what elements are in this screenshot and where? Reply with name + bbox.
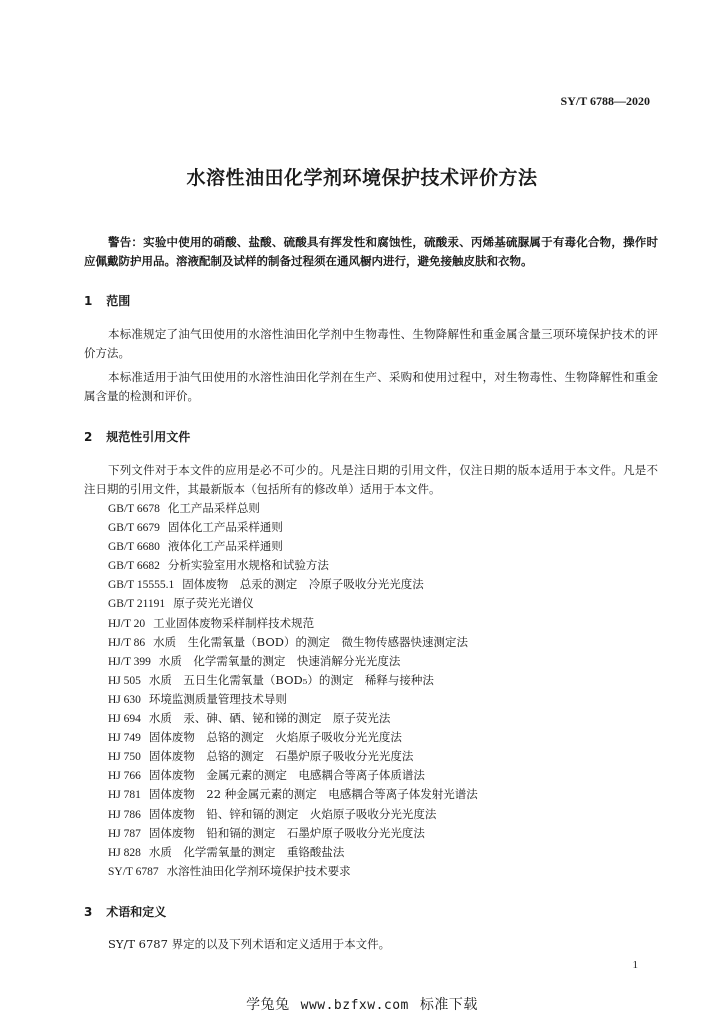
reference-title: 固体废物 铅和镉的测定 石墨炉原子吸收分光光度法 [148, 825, 425, 840]
reference-item [108, 709, 478, 728]
reference-item [108, 785, 478, 804]
footer-slogan: 标准下载 [419, 997, 478, 1013]
reference-code: HJ 766 [108, 770, 141, 783]
section-title: 术语和定义 [106, 905, 167, 919]
reference-code: GB/T 21191 [108, 598, 166, 611]
reference-title: 环境监测质量管理技术导则 [148, 691, 287, 706]
reference-list [108, 499, 478, 881]
reference-title: 工业固体废物采样制样技术规范 [153, 615, 315, 630]
reference-code: HJ 630 [108, 693, 141, 706]
reference-item [108, 747, 478, 766]
reference-item [108, 518, 478, 537]
reference-code: GB/T 6678 [108, 503, 160, 515]
reference-code: HJ 828 [108, 846, 141, 859]
reference-title: 水溶性油田化学剂环境保护技术要求 [166, 863, 351, 878]
reference-code: HJ 781 [108, 789, 141, 802]
footer-url-link[interactable]: www.bzfxw.com [300, 998, 409, 1013]
reference-title: 固体化工产品采样通则 [167, 520, 283, 535]
reference-item [108, 805, 478, 824]
reference-item [108, 614, 478, 633]
scope-paragraph-2: 本标准适用于油气田使用的水溶性油田化学剂在生产、采购和使用过程中，对生物毒性、生物降解性和重金属含量的检测和评价。 [84, 370, 658, 403]
reference-item [108, 766, 478, 785]
reference-code: HJ/T 20 [108, 617, 146, 630]
warning-note: 警告：实验中使用的硝酸、盐酸、硫酸具有挥发性和腐蚀性，硫酸汞、丙烯基硫脲属于有毒化合物，操作时应佩戴防护用品。溶液配制及试样的制备过程须在通风橱内进行，避免接触皮肤和衣物。 [84, 235, 658, 268]
reference-item [108, 824, 478, 843]
reference-code: HJ 750 [108, 751, 141, 764]
references-intro: 下列文件对于本文件的应用是必不可少的。凡是注日期的引用文件，仅注日期的版本适用于本文件。凡是不注日期的引用文件，其最新版本（包括所有的修改单）适用于本文件。 [84, 463, 658, 496]
reference-item [108, 537, 478, 556]
standard-code: SY/T 6788—2020 [560, 94, 650, 108]
reference-item [108, 556, 478, 575]
reference-title: 固体废物 总汞的测定 冷原子吸收分光光度法 [182, 577, 424, 592]
scope-paragraph-1: 本标准规定了油气田使用的水溶性油田化学剂中生物毒性、生物降解性和重金属含量三项环境保护技术的评价方法。 [84, 327, 658, 360]
reference-item [108, 575, 478, 594]
reference-title: 水质 化学需氧量的测定 重铬酸盐法 [148, 844, 345, 859]
reference-item [108, 690, 478, 709]
section-number: 2 [84, 430, 93, 444]
reference-title: 原子荧光光谱仪 [173, 596, 254, 611]
reference-item [108, 633, 478, 652]
reference-title: 固体废物 总铬的测定 石墨炉原子吸收分光光度法 [148, 749, 414, 764]
section-title: 规范性引用文件 [106, 430, 191, 444]
page-number: 1 [632, 959, 638, 971]
document-title: 水溶性油田化学剂环境保护技术评价方法 [186, 167, 538, 189]
reference-item [108, 594, 478, 613]
reference-title: 水质 化学需氧量的测定 快速消解分光光度法 [158, 653, 401, 668]
section-3-heading [84, 903, 166, 920]
reference-code: HJ 694 [108, 713, 141, 726]
reference-code: GB/T 6682 [108, 560, 160, 573]
reference-title: 水质 生化需氧量（BOD）的测定 微生物传感器快速测定法 [153, 634, 468, 649]
reference-code: GB/T 6680 [108, 541, 160, 554]
download-footer [0, 994, 724, 1014]
reference-item [108, 671, 478, 690]
reference-title: 固体废物 铅、锌和镉的测定 火焰原子吸收分光光度法 [148, 806, 437, 821]
reference-code: HJ/T 399 [108, 655, 151, 668]
reference-title: 水质 汞、砷、硒、铋和锑的测定 原子荧光法 [148, 711, 391, 726]
reference-code: HJ/T 86 [108, 636, 146, 649]
reference-item [108, 652, 478, 671]
reference-title: 分析实验室用水规格和试验方法 [167, 558, 329, 573]
reference-item [108, 499, 478, 518]
reference-code: GB/T 15555.1 [108, 579, 175, 592]
section-title: 范围 [106, 294, 131, 308]
section-number: 1 [84, 294, 93, 308]
reference-code: SY/T 6787 [108, 865, 159, 878]
reference-item [108, 843, 478, 862]
reference-code: GB/T 6679 [108, 522, 160, 535]
reference-code: HJ 749 [108, 732, 141, 745]
reference-title: 化工产品采样总则 [167, 501, 260, 515]
reference-title: 固体废物 金属元素的测定 电感耦合等离子体质谱法 [148, 768, 425, 783]
reference-code: HJ 505 [108, 674, 141, 687]
section-2-heading [84, 428, 190, 445]
reference-title: 固体废物 22 种金属元素的测定 电感耦合等离子体发射光谱法 [148, 787, 478, 802]
footer-site-name: 学兔兔 [246, 997, 290, 1013]
reference-title: 液体化工产品采样通则 [167, 539, 283, 554]
section-1-heading [84, 292, 130, 309]
terms-intro: SY/T 6787 界定的以及下列术语和定义适用于本文件。 [108, 937, 391, 951]
reference-title: 固体废物 总铬的测定 火焰原子吸收分光光度法 [148, 730, 402, 745]
reference-code: HJ 786 [108, 808, 141, 821]
reference-item [108, 728, 478, 747]
reference-title: 水质 五日生化需氧量（BOD₅）的测定 稀释与接种法 [148, 672, 434, 687]
reference-item [108, 862, 478, 881]
section-number: 3 [84, 905, 93, 919]
reference-code: HJ 787 [108, 827, 141, 840]
